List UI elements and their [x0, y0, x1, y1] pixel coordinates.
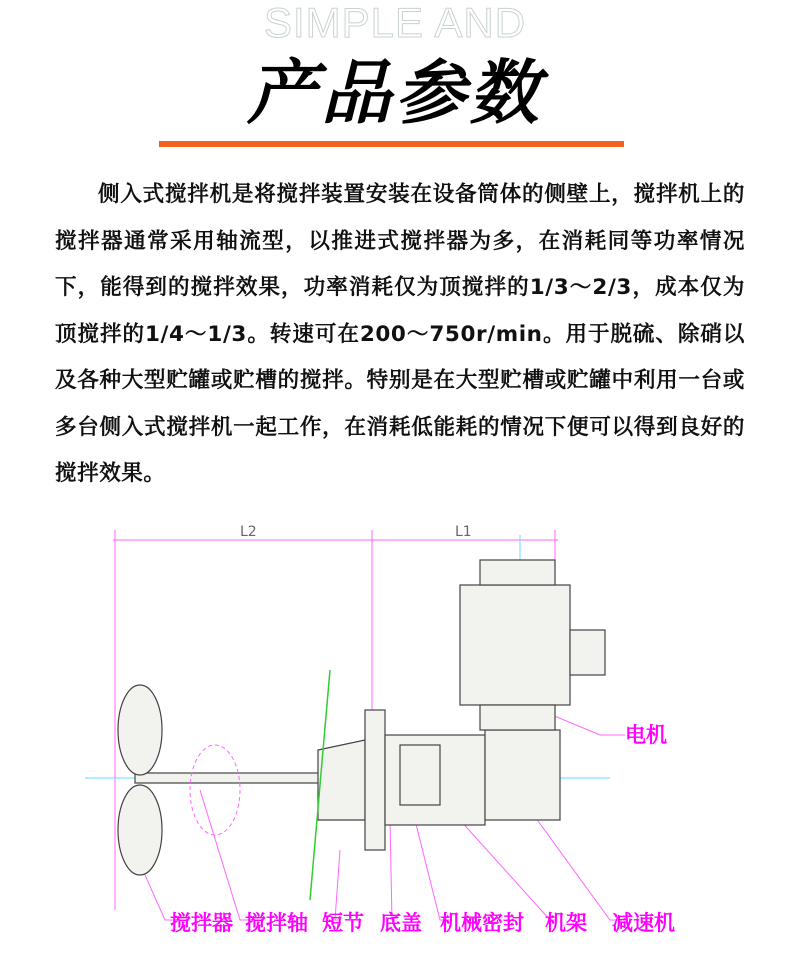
mechanical-seal [400, 745, 440, 805]
label-motor: 电机 [625, 722, 667, 747]
bottom-cover-flange [365, 710, 385, 850]
motor-flange [480, 705, 555, 730]
motor-terminal-box [570, 630, 605, 675]
impeller-blade-lower [118, 785, 162, 875]
motor-fan-cover [480, 560, 555, 585]
label-bottom-cover: 底盖 [380, 910, 422, 935]
label-mechanical-seal: 机械密封 [440, 910, 524, 935]
agitator-drawing [118, 560, 605, 875]
dimension-l2: L2 [240, 524, 257, 540]
watermark-text: SIMPLE AND [263, 0, 527, 46]
dimension-l1: L1 [455, 524, 472, 540]
side-entry-agitator-diagram [0, 520, 790, 975]
motor-body [460, 585, 570, 705]
impeller-blade-upper [118, 685, 162, 775]
short-section [318, 740, 365, 820]
reducer [485, 730, 560, 820]
label-short-section: 短节 [322, 910, 364, 935]
label-shaft: 搅拌轴 [245, 910, 308, 935]
description-paragraph: 侧入式搅拌机是将搅拌装置安装在设备筒体的侧壁上，搅拌机上的搅拌器通常采用轴流型，以推进式搅拌器为多，在消耗同等功率情况下，能得到的搅拌效果，功率消耗仅为顶搅拌的1/3～2/3，成本仅为顶搅拌的1/4～1/3。转速可在200～750r/min。用于脱硫、除硝以及各种大型贮罐或贮槽的搅拌。特别是在大型贮槽或贮罐中利用一台或多台侧入式搅拌机一起工作，在消耗低能耗的情况下便可以得到良好的搅拌效果。 [55, 182, 745, 486]
label-reducer: 减速机 [612, 910, 675, 935]
label-impeller: 搅拌器 [170, 910, 233, 935]
title-divider [159, 141, 624, 147]
page-title: 产品参数 [247, 52, 543, 134]
label-frame: 机架 [545, 910, 587, 935]
